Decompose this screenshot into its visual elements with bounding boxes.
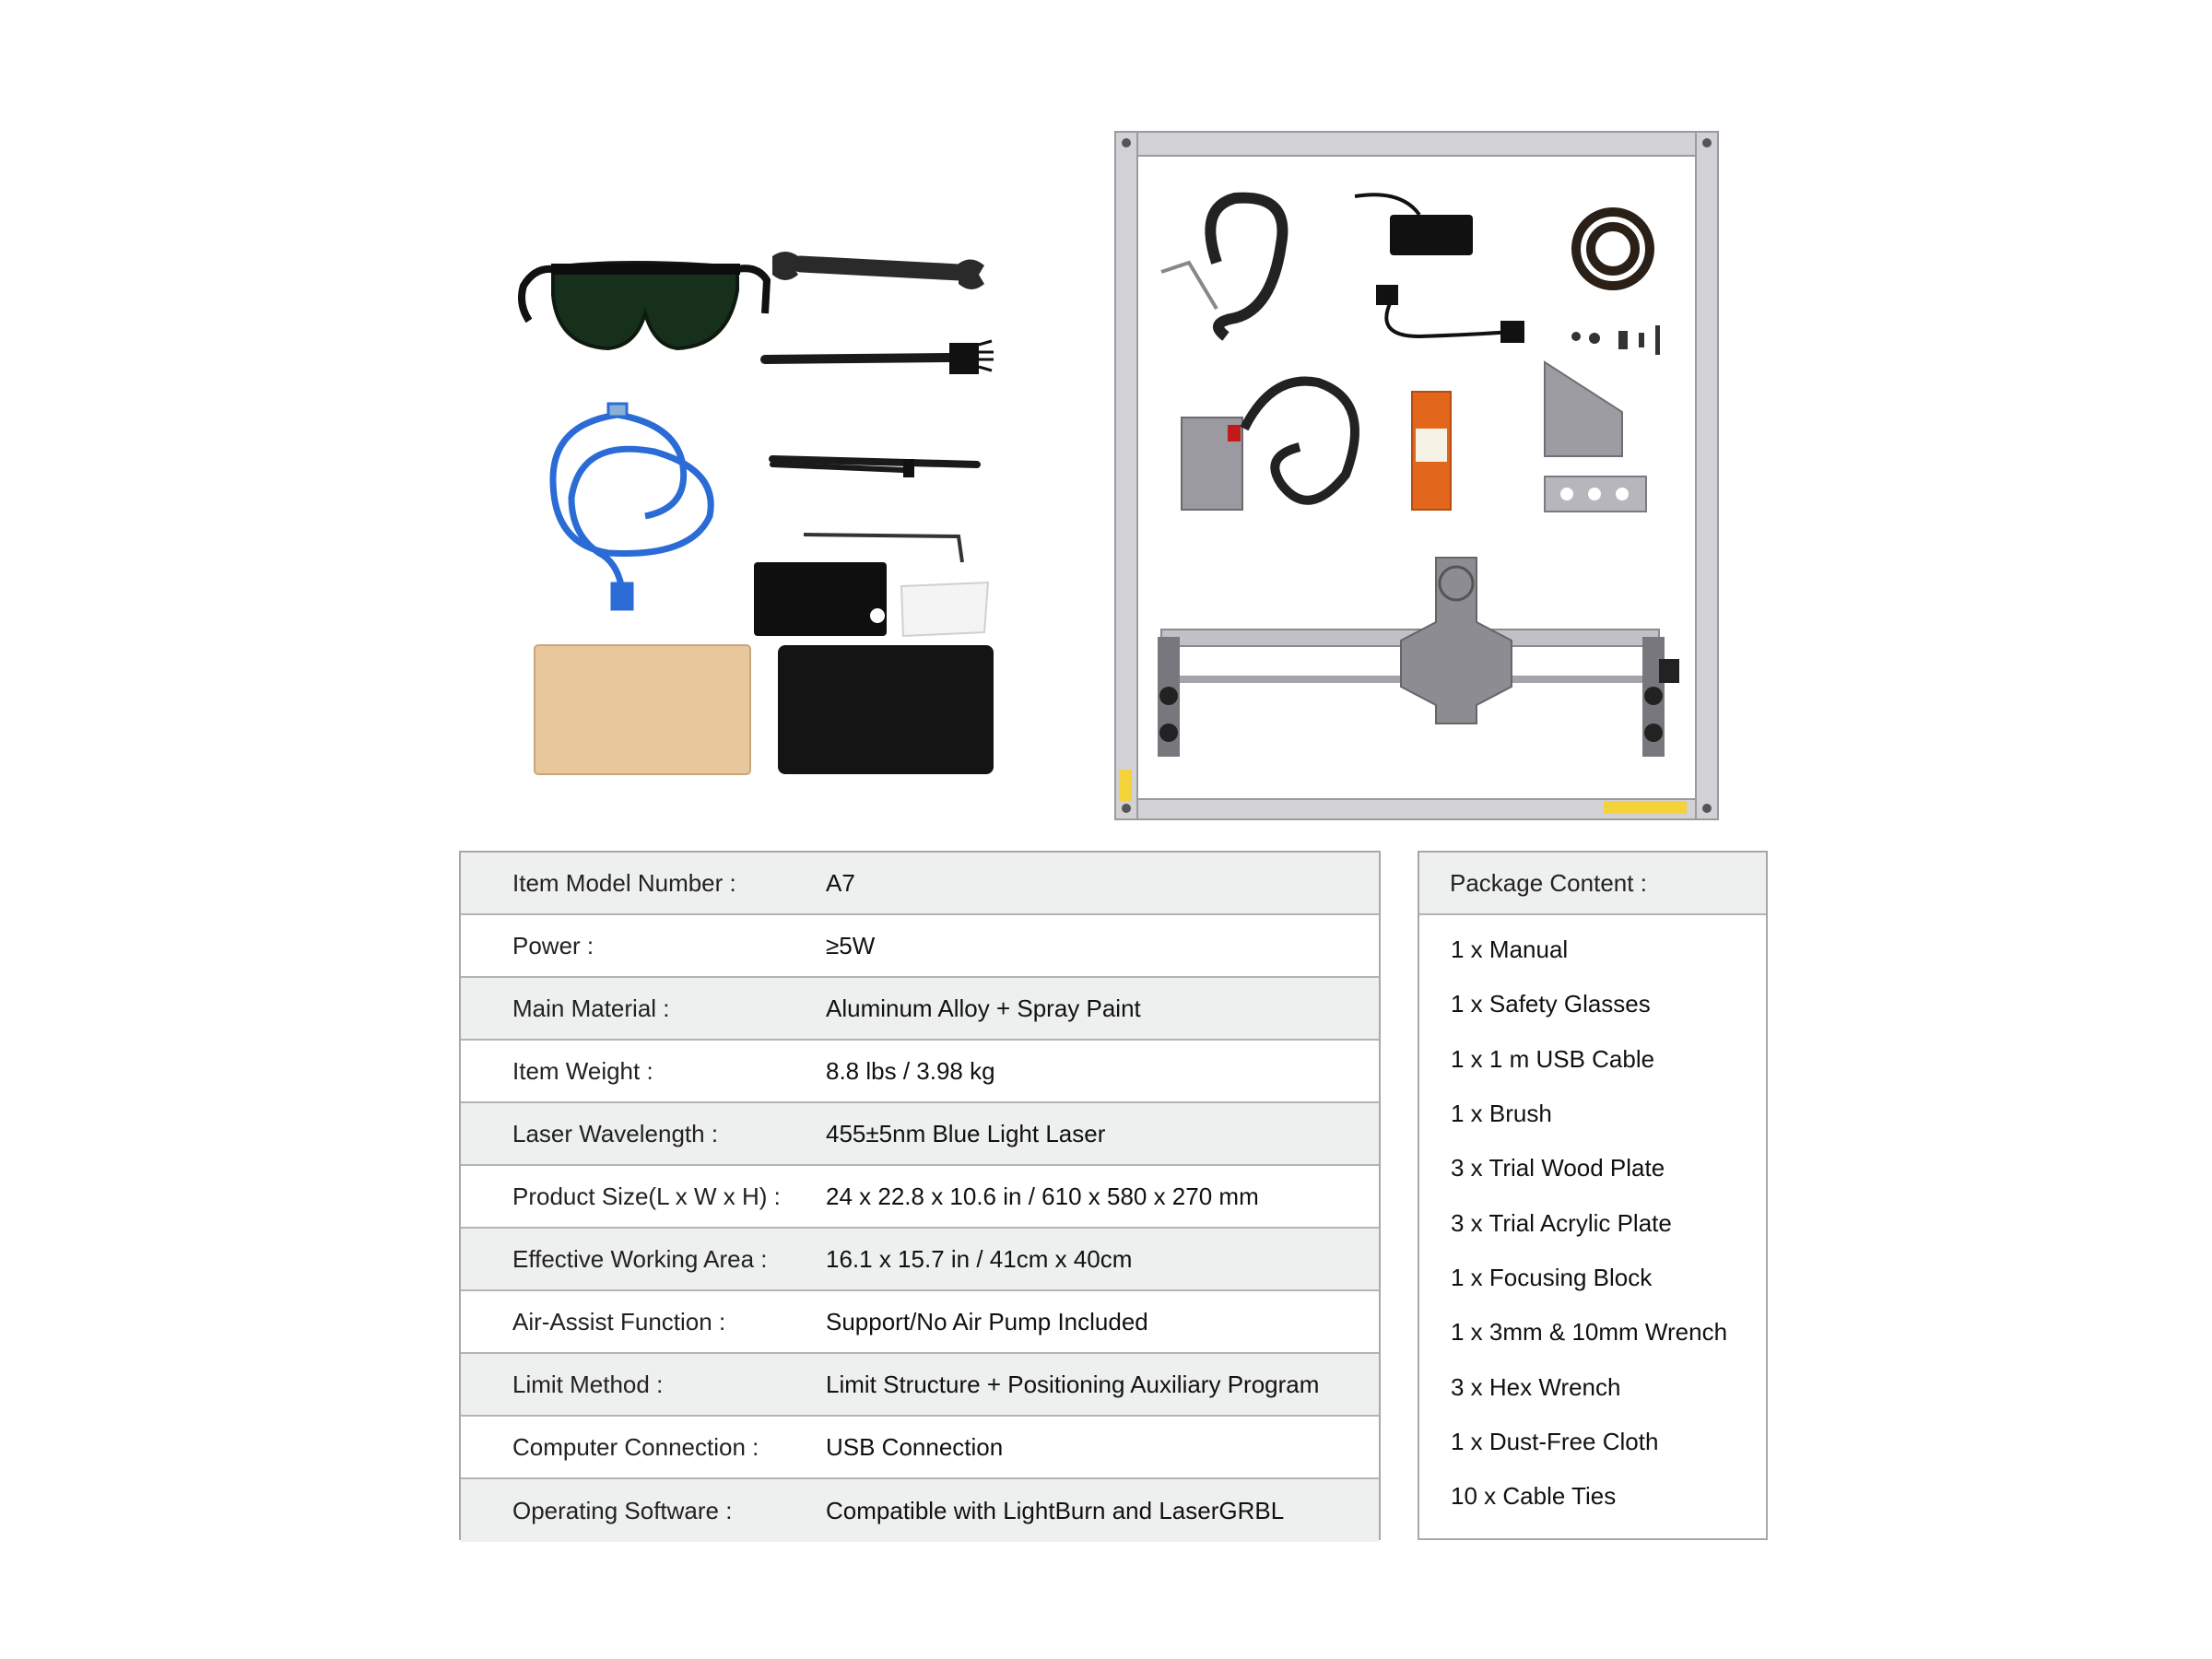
package-item: 1 x 1 m USB Cable: [1451, 1044, 1655, 1073]
spec-label: Laser Wavelength :: [512, 1119, 719, 1147]
spec-label: Item Model Number :: [512, 868, 736, 897]
timing-belt-icon: [1576, 212, 1650, 286]
wrench-icon: [772, 252, 984, 289]
package-content-table: [1418, 851, 1768, 1540]
spec-row: [461, 1103, 1379, 1166]
spec-label: Effective Working Area :: [512, 1244, 768, 1273]
hex-wrench-icon: [804, 535, 962, 562]
spec-row: [461, 915, 1379, 978]
package-item: 3 x Trial Wood Plate: [1451, 1154, 1665, 1182]
package-item: 3 x Hex Wrench: [1451, 1372, 1621, 1401]
spec-label: Air-Assist Function :: [512, 1307, 726, 1335]
corner-bracket-icon: [1545, 362, 1646, 512]
spec-value: 8.8 lbs / 3.98 kg: [826, 1056, 995, 1085]
spec-value: ≥5W: [826, 931, 876, 959]
spec-value: Compatible with LightBurn and LaserGRBL: [826, 1496, 1285, 1524]
package-item: 1 x Brush: [1451, 1100, 1552, 1128]
laser-module-icon: [1182, 382, 1355, 510]
spec-row: [461, 1354, 1379, 1417]
spec-value: 16.1 x 15.7 in / 41cm x 40cm: [826, 1244, 1133, 1273]
power-cord-icon: [1378, 287, 1523, 341]
spec-value: Aluminum Alloy + Spray Paint: [826, 994, 1141, 1022]
package-item: 1 x Manual: [1451, 935, 1569, 964]
spec-row: [461, 1417, 1379, 1479]
package-item: 3 x Trial Acrylic Plate: [1451, 1208, 1672, 1237]
spec-label: Product Size(L x W x H) :: [512, 1182, 781, 1210]
spec-row: [461, 1291, 1379, 1354]
spec-value: Support/No Air Pump Included: [826, 1307, 1148, 1335]
spec-label: Operating Software :: [512, 1496, 733, 1524]
spec-row: [461, 1041, 1379, 1103]
package-item: 1 x Safety Glasses: [1451, 990, 1651, 1018]
accessories-illustration: [516, 240, 1032, 793]
wood-plate-icon: [535, 645, 750, 774]
spec-label: Computer Connection :: [512, 1432, 759, 1461]
specifications-table: [459, 851, 1381, 1540]
spec-value: Limit Structure + Positioning Auxiliary Program: [826, 1370, 1320, 1398]
spec-row: [461, 978, 1379, 1041]
safety-glasses-icon: [522, 263, 767, 348]
dust-free-cloth-icon: [901, 582, 988, 636]
screws-icon: [1571, 325, 1660, 355]
cable-ties-icon: [772, 459, 977, 477]
spec-value: USB Connection: [826, 1432, 1004, 1461]
usb-cable-icon: [553, 404, 711, 607]
package-content-title: Package Content :: [1419, 853, 1766, 915]
spec-value: A7: [826, 868, 855, 897]
laser-engraver-frame-illustration: [1106, 124, 1733, 825]
package-item: 10 x Cable Ties: [1451, 1482, 1617, 1511]
package-content-list: [1419, 915, 1766, 1524]
spec-row: [461, 853, 1379, 915]
power-adapter-icon: [1355, 194, 1473, 255]
laser-head-icon: [1412, 392, 1451, 510]
spec-row: [461, 1166, 1379, 1229]
spec-row: [461, 1479, 1379, 1542]
spec-label: Limit Method :: [512, 1370, 664, 1398]
felt-pad-icon: [778, 645, 994, 774]
acrylic-plate-icon: [754, 562, 887, 636]
spec-label: Power :: [512, 931, 594, 959]
spec-label: Item Weight :: [512, 1056, 653, 1085]
spec-label: Main Material :: [512, 994, 670, 1022]
package-item: 1 x Focusing Block: [1451, 1263, 1653, 1291]
x-axis-gantry-icon: [1158, 558, 1679, 757]
spec-value: 455±5nm Blue Light Laser: [826, 1119, 1106, 1147]
drag-chain-icon: [1161, 198, 1282, 336]
spec-value: 24 x 22.8 x 10.6 in / 610 x 580 x 270 mm: [826, 1182, 1259, 1210]
package-item: 1 x 3mm & 10mm Wrench: [1451, 1318, 1728, 1347]
brush-icon: [765, 341, 994, 374]
spec-row: [461, 1229, 1379, 1291]
package-item: 1 x Dust-Free Cloth: [1451, 1427, 1659, 1455]
